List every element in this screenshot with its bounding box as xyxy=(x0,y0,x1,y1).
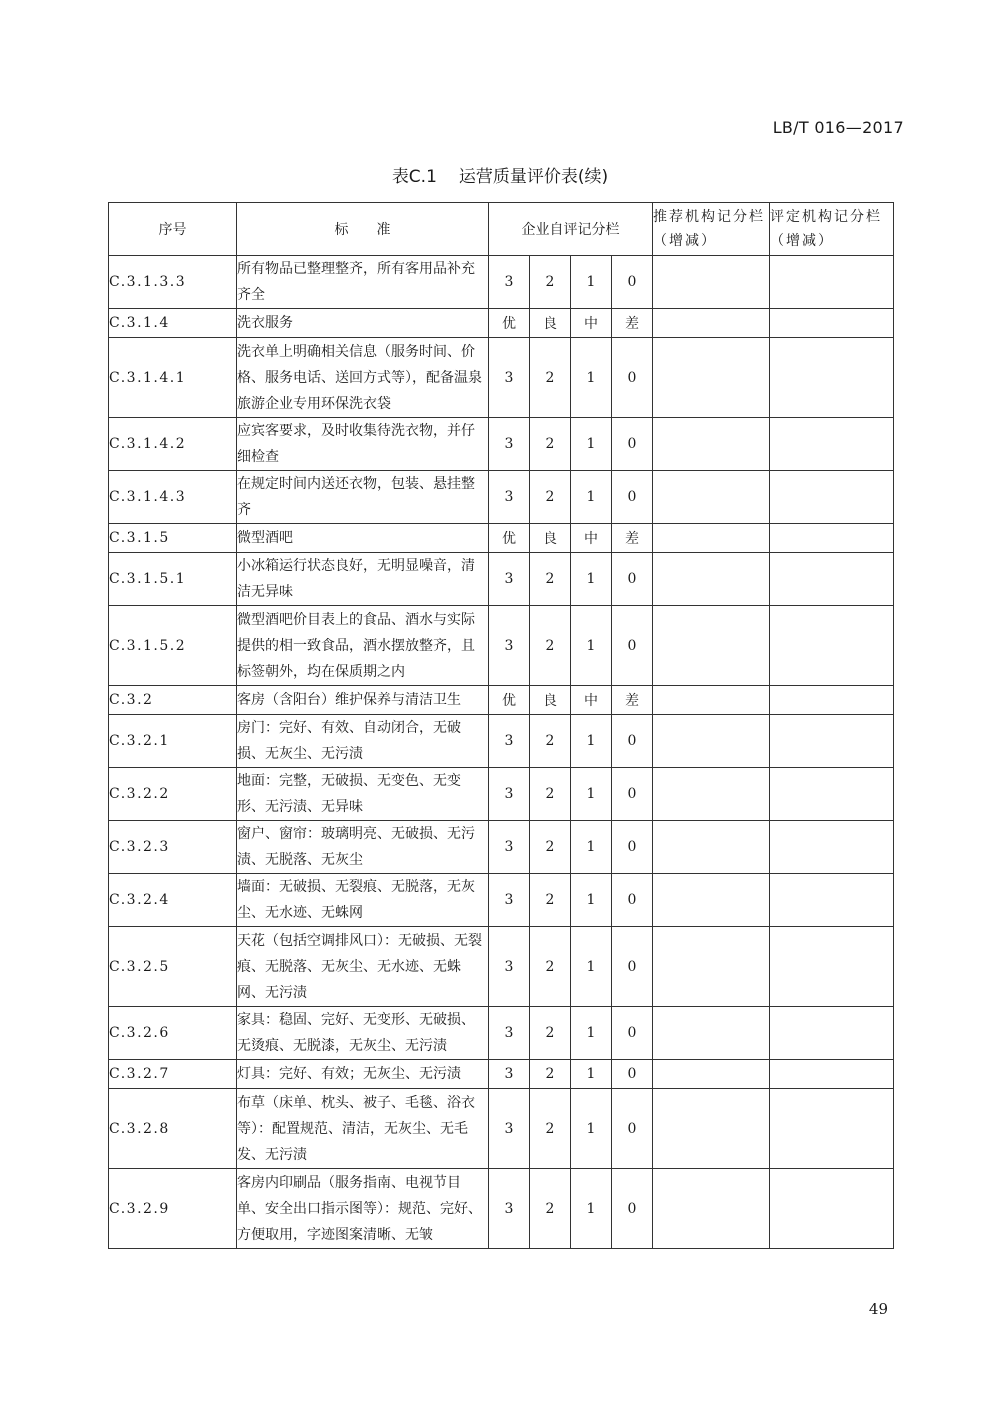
row-code: C.3.2.4 xyxy=(109,874,237,927)
table-row xyxy=(109,874,894,927)
row-code: C.3.1.4 xyxy=(109,309,237,338)
row-standard: 布草（床单、枕头、被子、毛毯、浴衣等）：配置规范、清洁，无灰尘、无毛发、无污渍 xyxy=(237,1089,489,1169)
score-cell: 3 xyxy=(489,338,530,418)
score-cell: 0 xyxy=(612,471,653,524)
row-standard: 房门：完好、有效、自动闭合，无破损、无灰尘、无污渍 xyxy=(237,715,489,768)
row-standard: 墙面：无破损、无裂痕、无脱落，无灰尘、无水迹、无蛛网 xyxy=(237,874,489,927)
score-cell: 3 xyxy=(489,256,530,309)
recommend-score-cell xyxy=(653,1089,770,1169)
score-cell: 3 xyxy=(489,927,530,1007)
score-cell: 1 xyxy=(571,256,612,309)
standard-header: 标 准 xyxy=(237,203,489,256)
row-standard: 在规定时间内送还衣物，包装、悬挂整齐 xyxy=(237,471,489,524)
evaluation-table xyxy=(108,202,894,1249)
score-cell: 1 xyxy=(571,768,612,821)
score-cell: 0 xyxy=(612,418,653,471)
row-code: C.3.2.3 xyxy=(109,821,237,874)
score-cell: 3 xyxy=(489,606,530,686)
score-cell: 1 xyxy=(571,1060,612,1089)
score-cell: 2 xyxy=(530,553,571,606)
recommend-score-cell xyxy=(653,1007,770,1060)
table-row xyxy=(109,606,894,686)
score-cell: 2 xyxy=(530,338,571,418)
score-cell: 2 xyxy=(530,715,571,768)
row-standard: 应宾客要求，及时收集待洗衣物，并仔细检查 xyxy=(237,418,489,471)
table-row xyxy=(109,524,894,553)
row-code: C.3.1.3.3 xyxy=(109,256,237,309)
score-cell: 0 xyxy=(612,256,653,309)
table-row xyxy=(109,1007,894,1060)
assess-score-cell xyxy=(770,1169,894,1249)
score-cell: 0 xyxy=(612,553,653,606)
row-code: C.3.1.5.2 xyxy=(109,606,237,686)
score-cell: 0 xyxy=(612,1089,653,1169)
table-caption: 运营质量评价表(续) xyxy=(458,167,609,187)
score-cell: 1 xyxy=(571,471,612,524)
score-cell: 3 xyxy=(489,1089,530,1169)
recommend-score-cell xyxy=(653,821,770,874)
recommend-score-cell xyxy=(653,1060,770,1089)
assess-score-cell xyxy=(770,256,894,309)
score-cell: 2 xyxy=(530,471,571,524)
recommend-score-cell xyxy=(653,874,770,927)
score-cell: 1 xyxy=(571,418,612,471)
score-cell: 2 xyxy=(530,768,571,821)
recommend-score-cell xyxy=(653,927,770,1007)
row-code: C.3.2.6 xyxy=(109,1007,237,1060)
recommend-score-cell xyxy=(653,471,770,524)
row-code: C.3.2.5 xyxy=(109,927,237,1007)
row-code: C.3.2.9 xyxy=(109,1169,237,1249)
row-code: C.3.1.4.1 xyxy=(109,338,237,418)
score-cell: 0 xyxy=(612,874,653,927)
recommend-score-cell xyxy=(653,418,770,471)
row-standard: 小冰箱运行状态良好，无明显噪音，清洁无异味 xyxy=(237,553,489,606)
row-standard: 洗衣单上明确相关信息（服务时间、价格、服务电话、送回方式等），配备温泉旅游企业专用环保洗衣袋 xyxy=(237,338,489,418)
score-cell: 良 xyxy=(530,524,571,553)
assess-score-cell xyxy=(770,821,894,874)
score-cell: 3 xyxy=(489,715,530,768)
score-cell: 3 xyxy=(489,768,530,821)
table-row xyxy=(109,418,894,471)
score-cell: 良 xyxy=(530,686,571,715)
row-code: C.3.1.4.3 xyxy=(109,471,237,524)
assess-score-cell xyxy=(770,1089,894,1169)
score-cell: 3 xyxy=(489,874,530,927)
assess-score-cell xyxy=(770,553,894,606)
assess-score-cell xyxy=(770,1007,894,1060)
score-cell: 0 xyxy=(612,927,653,1007)
score-cell: 1 xyxy=(571,821,612,874)
score-cell: 2 xyxy=(530,606,571,686)
score-cell: 1 xyxy=(571,715,612,768)
row-standard: 客房内印刷品（服务指南、电视节目单、安全出口指示图等）：规范、完好、方便取用，字迹图案清晰、无皱 xyxy=(237,1169,489,1249)
recommend-score-cell xyxy=(653,686,770,715)
recommend-score-cell xyxy=(653,256,770,309)
assess-score-cell xyxy=(770,471,894,524)
table-row xyxy=(109,768,894,821)
assess-header: 评定机构记分栏（增减） xyxy=(770,203,894,256)
assess-score-cell xyxy=(770,309,894,338)
score-cell: 2 xyxy=(530,256,571,309)
header-row xyxy=(109,203,894,256)
score-cell: 0 xyxy=(612,768,653,821)
score-cell: 3 xyxy=(489,418,530,471)
seq-header: 序号 xyxy=(109,203,237,256)
row-standard: 微型酒吧价目表上的食品、酒水与实际提供的相一致食品，酒水摆放整齐，且标签朝外，均在保质期之内 xyxy=(237,606,489,686)
table-row xyxy=(109,553,894,606)
score-cell: 1 xyxy=(571,553,612,606)
table-row xyxy=(109,1089,894,1169)
assess-score-cell xyxy=(770,338,894,418)
assess-score-cell xyxy=(770,1060,894,1089)
table-title xyxy=(0,162,1000,187)
row-code: C.3.2.2 xyxy=(109,768,237,821)
row-code: C.3.1.5.1 xyxy=(109,553,237,606)
score-cell: 差 xyxy=(612,686,653,715)
score-cell: 1 xyxy=(571,927,612,1007)
table-row xyxy=(109,1060,894,1089)
score-cell: 3 xyxy=(489,471,530,524)
score-cell: 差 xyxy=(612,309,653,338)
recommend-score-cell xyxy=(653,768,770,821)
score-cell: 3 xyxy=(489,1007,530,1060)
table-row xyxy=(109,471,894,524)
score-cell: 差 xyxy=(612,524,653,553)
row-standard: 微型酒吧 xyxy=(237,524,489,553)
table-row xyxy=(109,256,894,309)
assess-score-cell xyxy=(770,606,894,686)
score-cell: 2 xyxy=(530,1169,571,1249)
table-row xyxy=(109,821,894,874)
assess-score-cell xyxy=(770,524,894,553)
score-cell: 0 xyxy=(612,821,653,874)
row-standard: 所有物品已整理整齐，所有客用品补充齐全 xyxy=(237,256,489,309)
score-cell: 3 xyxy=(489,821,530,874)
self-eval-header: 企业自评记分栏 xyxy=(489,203,653,256)
assess-score-cell xyxy=(770,768,894,821)
row-standard: 洗衣服务 xyxy=(237,309,489,338)
score-cell: 2 xyxy=(530,821,571,874)
score-cell: 3 xyxy=(489,1169,530,1249)
recommend-score-cell xyxy=(653,524,770,553)
row-code: C.3.1.4.2 xyxy=(109,418,237,471)
score-cell: 2 xyxy=(530,874,571,927)
row-code: C.3.2.7 xyxy=(109,1060,237,1089)
score-cell: 0 xyxy=(612,1007,653,1060)
recommend-header: 推荐机构记分栏（增减） xyxy=(653,203,770,256)
score-cell: 优 xyxy=(489,524,530,553)
row-standard: 天花（包括空调排风口）：无破损、无裂痕、无脱落、无灰尘、无水迹、无蛛网、无污渍 xyxy=(237,927,489,1007)
score-cell: 2 xyxy=(530,927,571,1007)
score-cell: 1 xyxy=(571,1169,612,1249)
score-cell: 3 xyxy=(489,553,530,606)
row-code: C.3.2 xyxy=(109,686,237,715)
table-number: 表C.1 xyxy=(391,167,437,187)
score-cell: 1 xyxy=(571,874,612,927)
recommend-score-cell xyxy=(653,715,770,768)
score-cell: 良 xyxy=(530,309,571,338)
row-code: C.3.2.1 xyxy=(109,715,237,768)
recommend-score-cell xyxy=(653,1169,770,1249)
score-cell: 中 xyxy=(571,524,612,553)
recommend-score-cell xyxy=(653,606,770,686)
score-cell: 1 xyxy=(571,1089,612,1169)
assess-score-cell xyxy=(770,927,894,1007)
score-cell: 1 xyxy=(571,606,612,686)
row-standard: 灯具：完好、有效；无灰尘、无污渍 xyxy=(237,1060,489,1089)
score-cell: 0 xyxy=(612,1060,653,1089)
score-cell: 0 xyxy=(612,338,653,418)
table-row xyxy=(109,927,894,1007)
recommend-score-cell xyxy=(653,553,770,606)
score-cell: 优 xyxy=(489,309,530,338)
row-standard: 家具：稳固、完好、无变形、无破损、无烫痕、无脱漆，无灰尘、无污渍 xyxy=(237,1007,489,1060)
assess-score-cell xyxy=(770,418,894,471)
score-cell: 0 xyxy=(612,1169,653,1249)
score-cell: 0 xyxy=(612,606,653,686)
table-row xyxy=(109,338,894,418)
document-code: LB/T 016—2017 xyxy=(772,118,904,137)
table-row xyxy=(109,686,894,715)
recommend-score-cell xyxy=(653,309,770,338)
recommend-score-cell xyxy=(653,338,770,418)
score-cell: 中 xyxy=(571,309,612,338)
score-cell: 优 xyxy=(489,686,530,715)
table-row xyxy=(109,1169,894,1249)
table-row xyxy=(109,715,894,768)
score-cell: 1 xyxy=(571,338,612,418)
row-code: C.3.1.5 xyxy=(109,524,237,553)
score-cell: 1 xyxy=(571,1007,612,1060)
score-cell: 2 xyxy=(530,418,571,471)
score-cell: 3 xyxy=(489,1060,530,1089)
row-standard: 客房（含阳台）维护保养与清洁卫生 xyxy=(237,686,489,715)
score-cell: 2 xyxy=(530,1089,571,1169)
assess-score-cell xyxy=(770,874,894,927)
score-cell: 0 xyxy=(612,715,653,768)
score-cell: 2 xyxy=(530,1060,571,1089)
page-number: 49 xyxy=(868,1300,888,1318)
row-standard: 窗户、窗帘：玻璃明亮、无破损、无污渍、无脱落、无灰尘 xyxy=(237,821,489,874)
assess-score-cell xyxy=(770,715,894,768)
assess-score-cell xyxy=(770,686,894,715)
row-code: C.3.2.8 xyxy=(109,1089,237,1169)
row-standard: 地面：完整，无破损、无变色、无变形、无污渍、无异味 xyxy=(237,768,489,821)
score-cell: 中 xyxy=(571,686,612,715)
table-row xyxy=(109,309,894,338)
score-cell: 2 xyxy=(530,1007,571,1060)
